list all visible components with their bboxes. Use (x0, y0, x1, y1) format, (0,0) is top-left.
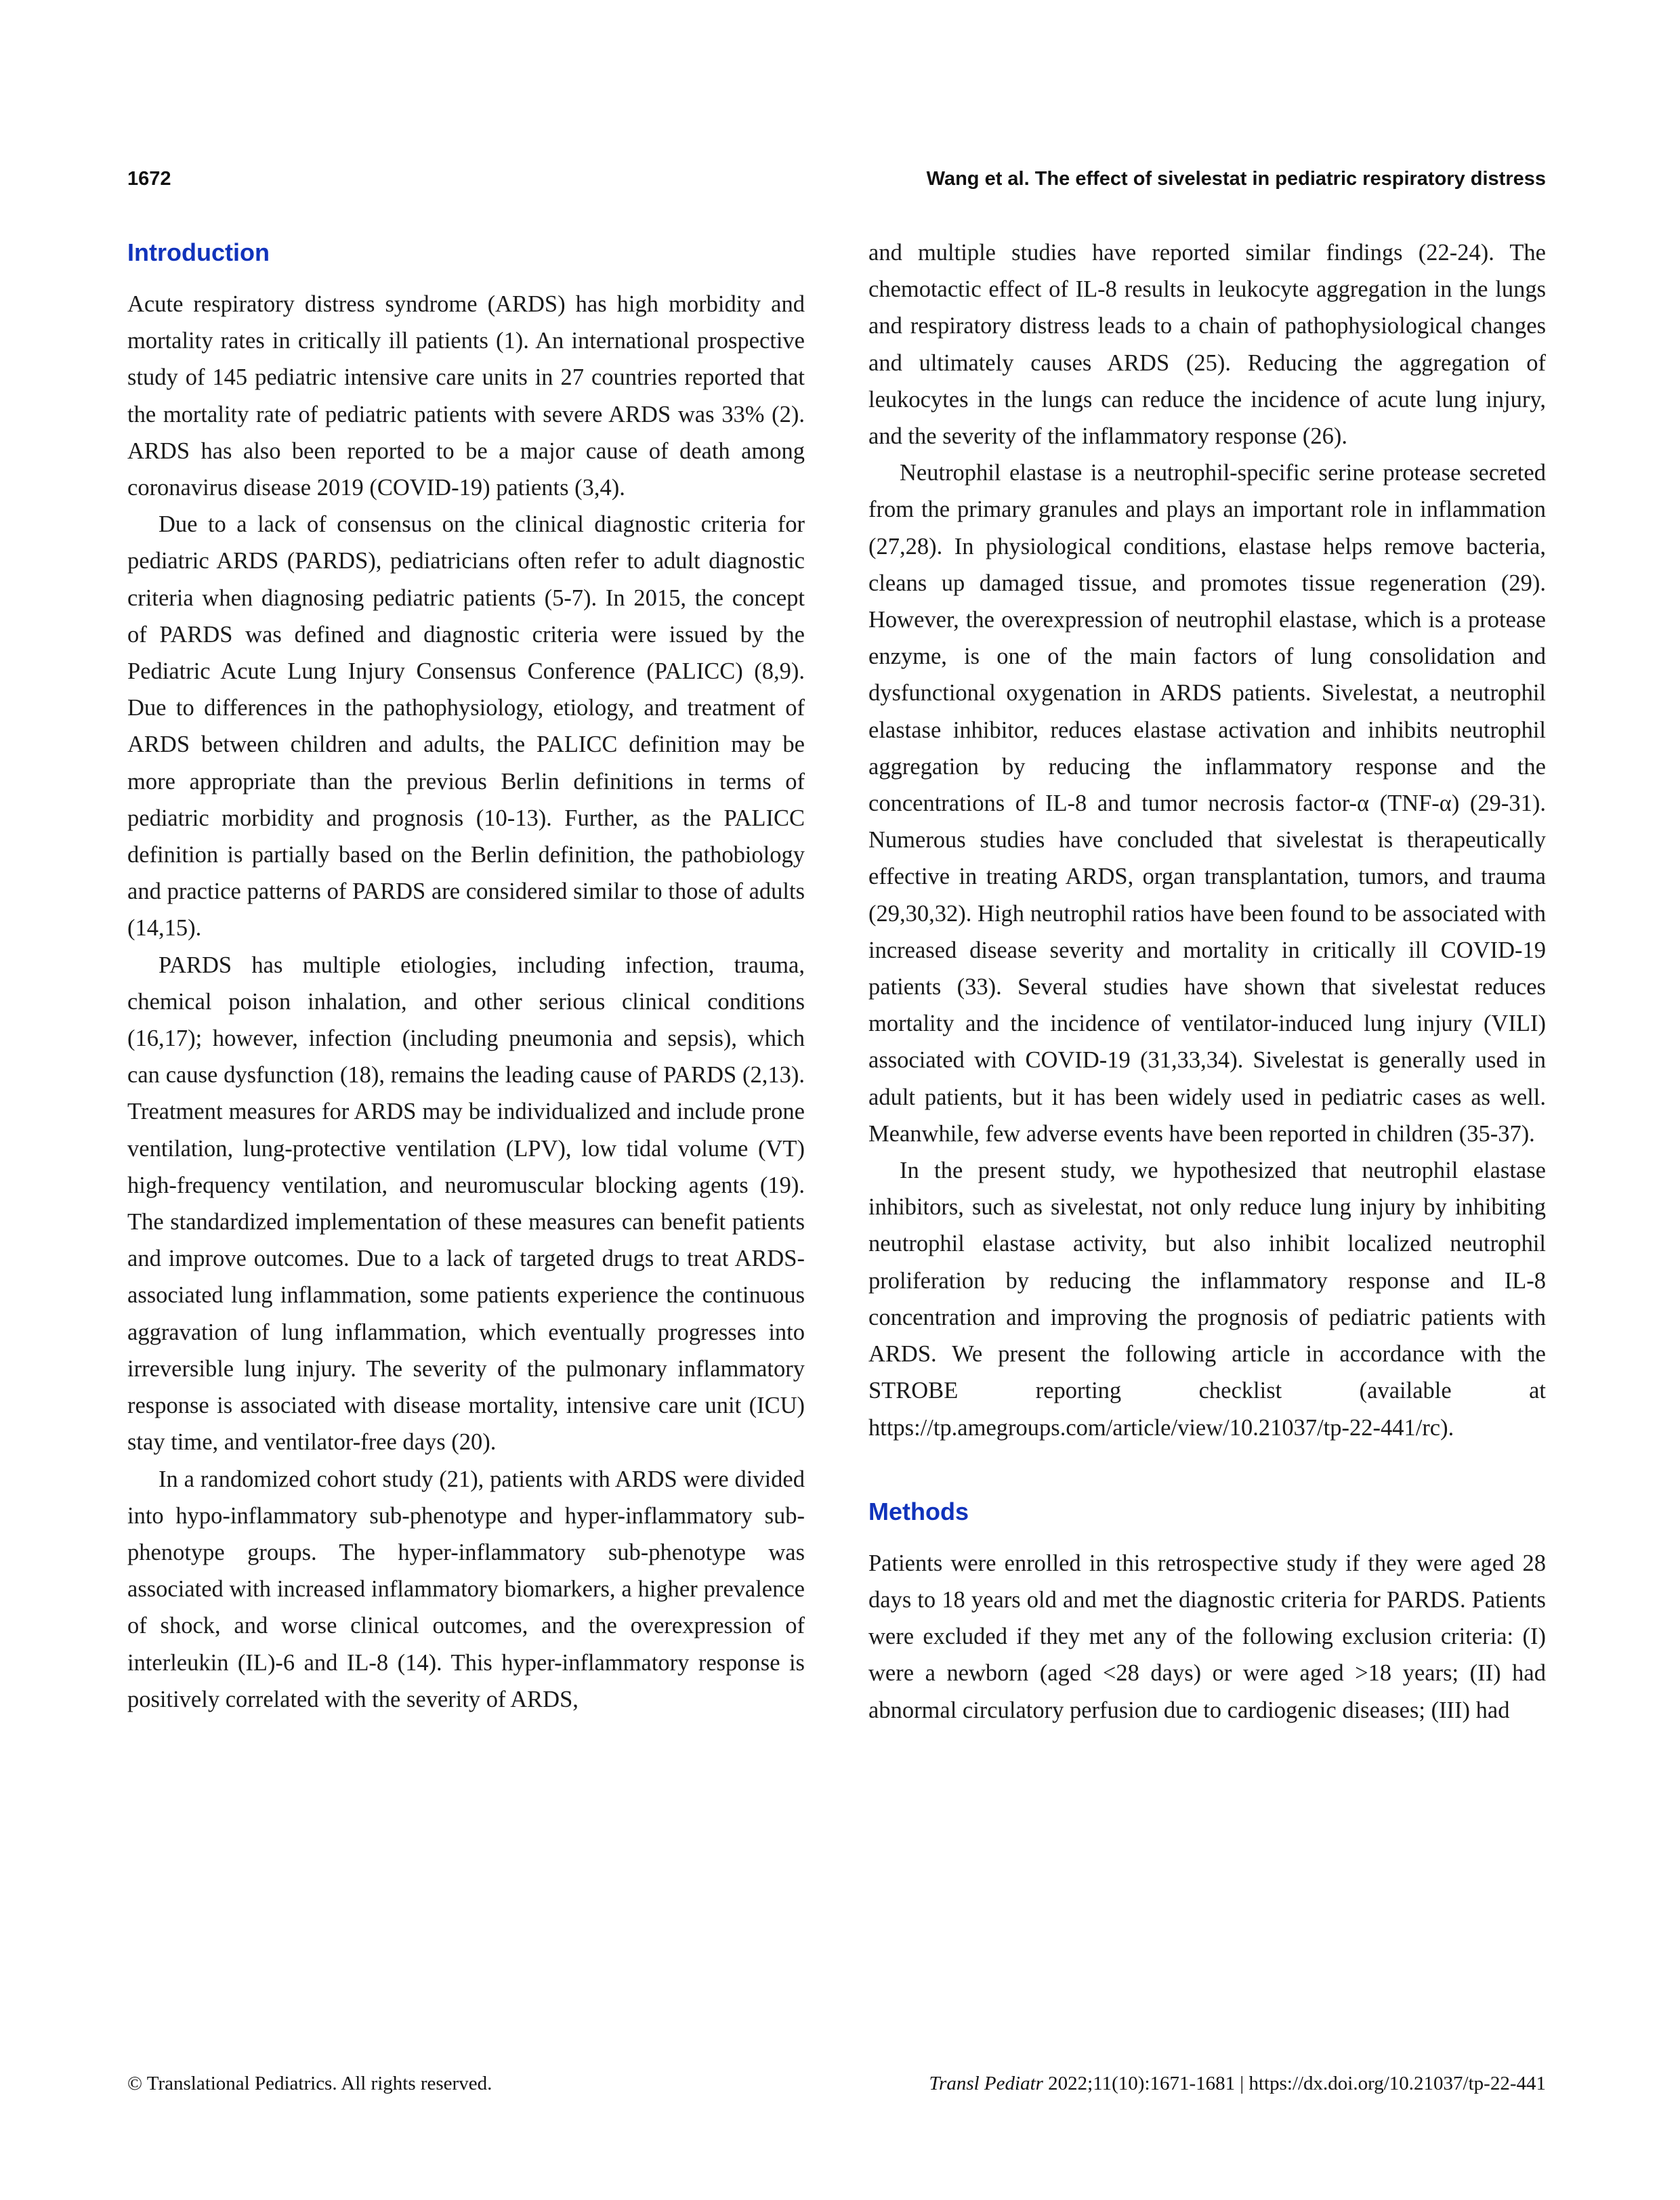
copyright-notice: © Translational Pediatrics. All rights reserved. (127, 2072, 492, 2094)
paragraph: PARDS has multiple etiologies, including infection, trauma, chemical poison inhalation, and other serious clinical conditions (16,17); however, infection (including pneumonia and sepsis), which can cause dysfunction (18), remains the leading cause of PARDS (2,13). Treatment measures for ARDS may be individualized and include prone ventilation, lung-protective ventilation (LPV), low tidal volume (VT) high-frequency ventilation, and neuromuscular blocking agents (19). The standardized implementation of these measures can benefit patients and improve outcomes. Due to a lack of targeted drugs to treat ARDS-associated lung inflammation, some patients experience the continuous aggravation of lung inflammation, which eventually progresses into irreversible lung injury. The severity of the pulmonary inflammatory response is associated with disease mortality, intensive care unit (ICU) stay time, and ventilator-free days (20). (127, 952, 805, 1456)
paragraph-continued: and multiple studies have reported similar findings (22-24). The chemotactic effect of IL-8 results in leukocyte aggregation in the lungs and respiratory distress leads to a chain of pathophysiological changes and ultimately causes ARDS (25). Reducing the aggregation of leukocytes in the lungs can reduce the incidence of acute lung injury, and the severity of the inflammatory response (26). (868, 240, 1546, 450)
running-title: Wang et al. The effect of sivelestat in pediatric respiratory distress (926, 167, 1546, 190)
left-column (127, 234, 805, 1718)
paragraph: Acute respiratory distress syndrome (ARDS) has high morbidity and mortality rates in critically ill patients (1). An international prospective study of 145 pediatric intensive care units in 27 countries reported that the mortality rate of pediatric patients with severe ARDS was 33% (2). ARDS has also been reported to be a major cause of death among coronavirus disease 2019 (COVID-19) patients (3,4). (127, 291, 805, 501)
page-footer (127, 2070, 1546, 2097)
paragraph: Neutrophil elastase is a neutrophil-specific serine protease secreted from the primary granules and plays an important role in inflammation (27,28). In physiological conditions, elastase helps remove bacteria, cleans up damaged tissue, and promotes tissue regeneration (29). However, the overexpression of neutrophil elastase, which is a protease enzyme, is one of the main factors of lung consolidation and dysfunctional oxygenation in ARDS patients. Sivelestat, a neutrophil elastase inhibitor, reduces elastase activation and inhibits neutrophil aggregation by reducing the inflammatory response and the concentrations of IL-8 and tumor necrosis factor-α (TNF-α) (29-31). Numerous studies have concluded that sivelestat is therapeutically effective in treating ARDS, organ transplantation, tumors, and trauma (29,30,32). High neutrophil ratios have been found to be associated with increased disease severity and mortality in critically ill COVID-19 patients (33). Several studies have shown that sivelestat reduces mortality and the incidence of ventilator-induced lung injury (VILI) associated with COVID-19 (31,33,34). Sivelestat is generally used in adult patients, but it has been widely used in pediatric cases as well. Meanwhile, few adverse events have been reported in children (35-37). (868, 460, 1546, 1147)
paragraph: In the present study, we hypothesized that neutrophil elastase inhibitors, such as sivelestat, not only reduce lung injury by inhibiting neutrophil elastase activity, but also inhibit localized neutrophil proliferation by reducing the inflammatory response and IL-8 concentration and improving the prognosis of pediatric patients with ARDS. We present the following article in accordance with the STROBE reporting checklist (available at https://tp.amegroups.com/article/view/10.21037/tp-22-441/rc). (868, 1158, 1546, 1441)
running-header (127, 165, 1546, 192)
methods-heading: Methods (868, 1497, 969, 1525)
citation-line (929, 2073, 1546, 2095)
paragraph: Patients were enrolled in this retrospective study if they were aged 28 days to 18 years old and met the diagnostic criteria for PARDS. Patients were excluded if they met any of the following exclusion criteria: (I) were a newborn (aged <28 days) or were aged >18 years; (II) had abnormal circulatory perfusion due to cardiogenic diseases; (III) had (868, 1550, 1546, 1723)
journal-abbrev: Transl Pediatr (929, 2072, 1043, 2094)
introduction-heading: Introduction (127, 238, 270, 266)
paragraph: In a randomized cohort study (21), patients with ARDS were divided into hypo-inflammatory sub-phenotype and hyper-inflammatory sub-phenotype groups. The hyper-inflammatory sub-phenotype was associated with increased inflammatory biomarkers, a higher prevalence of shock, and worse clinical outcomes, and the overexpression of interleukin (IL)-6 and IL-8 (14). This hyper-inflammatory response is positively correlated with the severity of ARDS, (127, 1466, 805, 1712)
citation-doi: 2022;11(10):1671-1681 | https://dx.doi.org/10.21037/tp-22-441 (1043, 2072, 1546, 2094)
right-column (868, 234, 1546, 1729)
paragraph: Due to a lack of consensus on the clinical diagnostic criteria for pediatric ARDS (PARDS), pediatricians often refer to adult diagnostic criteria when diagnosing pediatric patients (5-7). In 2015, the concept of PARDS was defined and diagnostic criteria were issued by the Pediatric Acute Lung Injury Consensus Conference (PALICC) (8,9). Due to differences in the pathophysiology, etiology, and treatment of ARDS between children and adults, the PALICC definition may be more appropriate than the previous Berlin definitions in terms of pediatric morbidity and prognosis (10-13). Further, as the PALICC definition is partially based on the Berlin definition, the pathobiology and practice patterns of PARDS are considered similar to those of adults (14,15). (127, 511, 805, 942)
page-number: 1672 (127, 167, 171, 190)
